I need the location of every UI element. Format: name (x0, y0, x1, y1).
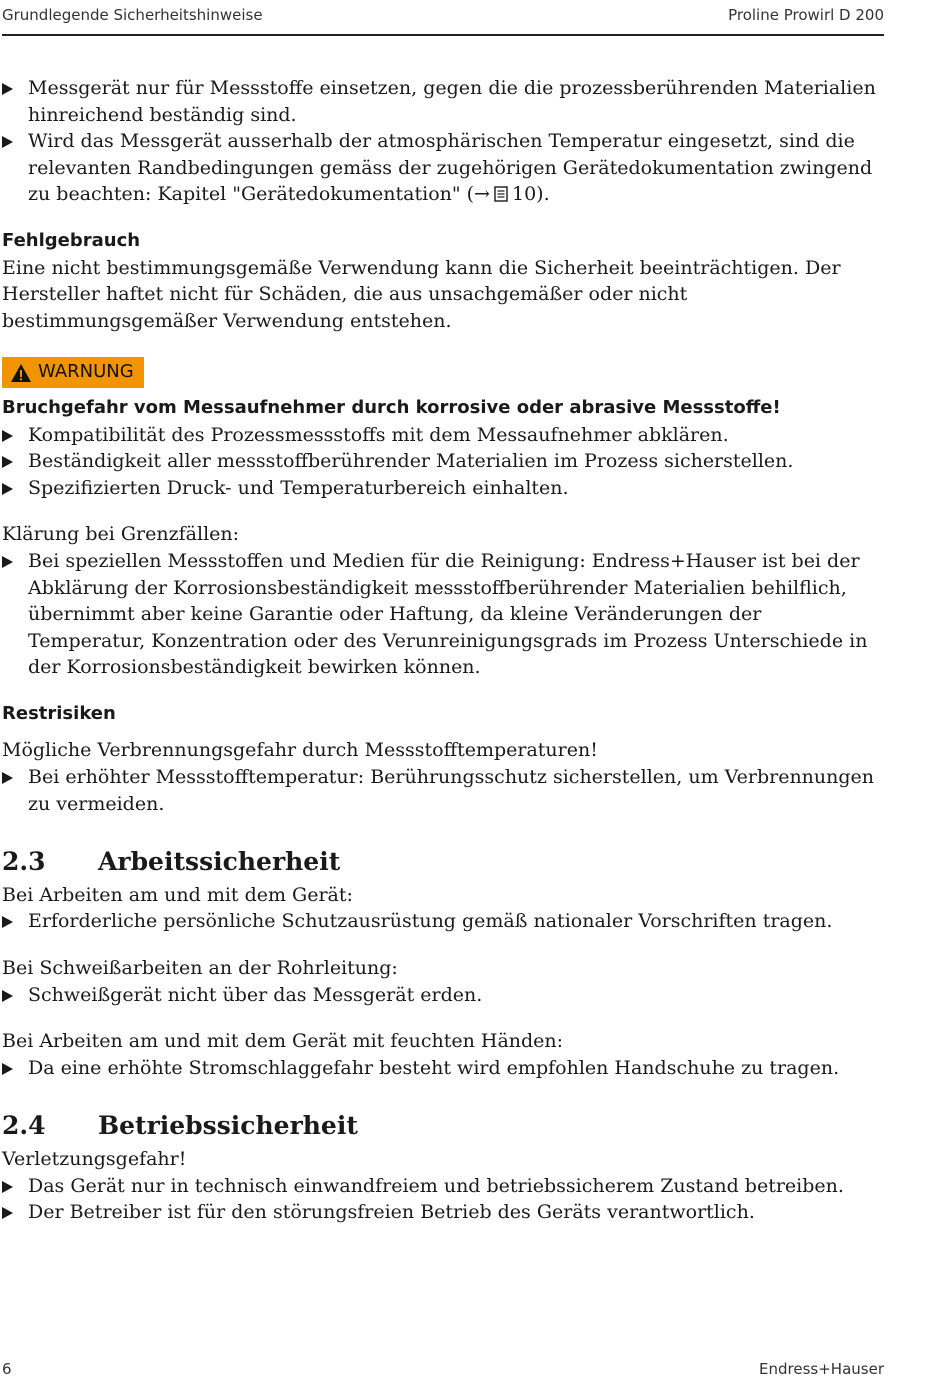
triangle-bullet-icon (2, 456, 13, 468)
warning-title: Bruchgefahr vom Messaufnehmer durch korrosive oder abrasive Messstoffe! (2, 396, 781, 418)
section-title: Betriebssicherheit (98, 1111, 358, 1141)
section-2-4-intro: Verletzungsgefahr! (2, 1148, 187, 1170)
section-2-3-intro: Bei Arbeiten am und mit dem Gerät mit feuchten Händen: (2, 1030, 564, 1053)
list-item: Erforderliche persönliche Schutzausrüstung gemäß nationaler Vorschriften tragen. (2, 908, 884, 935)
section-heading-2-3 (2, 849, 884, 876)
page-number: 6 (2, 1360, 12, 1378)
triangle-bullet-icon (2, 430, 13, 442)
page-footer (2, 1360, 884, 1378)
header-section-title: Grundlegende Sicherheitshinweise (2, 6, 263, 24)
footer-brand: Endress+Hauser (759, 1360, 884, 1378)
header-rule (2, 34, 884, 36)
grenzfaelle-intro: Klärung bei Grenzfällen: (2, 523, 240, 546)
triangle-bullet-icon (2, 556, 13, 568)
list-item: Der Betreiber ist für den störungsfreien Betrieb des Geräts verantwortlich. (2, 1199, 884, 1226)
list-item: Wird das Messgerät ausserhalb der atmosphärischen Temperatur eingesetzt, sind die relevanten Randbedingungen gemäss der zugehörigen Gerätedokumentation zwingend zu beachten: Kapitel "Gerätedokumentation" (→ 10). (2, 128, 884, 208)
intro-bullet-list (2, 75, 884, 208)
triangle-bullet-icon (2, 1207, 13, 1219)
list-item: Bei erhöhter Messstofftemperatur: Berührungsschutz sicherstellen, um Verbrennungen zu vermeiden. (2, 764, 884, 817)
spacer (2, 501, 884, 521)
section-2-3-intro: Bei Arbeiten am und mit dem Gerät: (2, 883, 353, 906)
section-number: 2.4 (2, 1111, 46, 1141)
section-2-3-bullet-list (2, 908, 884, 935)
fehlgebrauch-heading: Fehlgebrauch (2, 229, 141, 251)
section-2-3-bullet-list (2, 982, 884, 1009)
fehlgebrauch-text: Eine nicht bestimmungsgemäße Verwendung kann die Sicherheit beeinträchtigen. Der Hersteller haftet nicht für Schäden, die aus unsachgemäßer oder nicht bestimmungsgemäßer Verwendung entstehen. (2, 256, 841, 332)
page-header (2, 6, 884, 24)
warning-label: WARNUNG (2, 357, 144, 388)
list-item: Da eine erhöhte Stromschlaggefahr besteht wird empfohlen Handschuhe zu tragen. (2, 1055, 884, 1082)
section-2-4-bullet-list (2, 1173, 884, 1226)
section-heading-2-4 (2, 1113, 884, 1140)
reference-link[interactable]: 10). (511, 183, 550, 206)
section-2-3-intro: Bei Schweißarbeiten an der Rohrleitung: (2, 957, 398, 980)
triangle-bullet-icon (2, 83, 13, 95)
header-product-name: Proline Prowirl D 200 (728, 6, 884, 24)
spacer (2, 935, 884, 955)
triangle-bullet-icon (2, 136, 13, 148)
restrisiken-bullet-list (2, 764, 884, 817)
list-item: Beständigkeit aller messstoffberührender Materialien im Prozess sicherstellen. (2, 448, 884, 475)
list-item: Bei speziellen Messstoffen und Medien für die Reinigung: Endress+Hauser ist bei der Abklärung der Korrosionsbeständigkeit messstoffberührender Materialien behilflich, übernimmt aber keine Garantie oder Haftung, da kleine Veränderungen der Temperatur, Konzentration oder des Verunreinigungsgrads im Prozess Unterschiede in der Korrosionsbeständigkeit bewirken können. (2, 548, 884, 681)
warning-triangle-icon (10, 363, 32, 383)
section-number: 2.3 (2, 847, 46, 877)
section-title: Arbeitssicherheit (98, 847, 341, 877)
triangle-bullet-icon (2, 916, 13, 928)
restrisiken-text: Mögliche Verbrennungsgefahr durch Messstofftemperaturen! (2, 739, 598, 762)
restrisiken-heading: Restrisiken (2, 702, 116, 724)
triangle-bullet-icon (2, 483, 13, 495)
triangle-bullet-icon (2, 772, 13, 784)
list-item: Kompatibilität des Prozessmessstoffs mit dem Messaufnehmer abklären. (2, 422, 884, 449)
list-item: Spezifizierten Druck- und Temperaturbereich einhalten. (2, 475, 884, 502)
list-item: Schweißgerät nicht über das Messgerät erden. (2, 982, 884, 1009)
triangle-bullet-icon (2, 990, 13, 1002)
list-item: Das Gerät nur in technisch einwandfreiem und betriebssicherem Zustand betreiben. (2, 1173, 884, 1200)
page-content (2, 75, 884, 1226)
section-2-3-bullet-list (2, 1055, 884, 1082)
list-item: Messgerät nur für Messstoffe einsetzen, gegen die die prozessberührenden Materialien hinreichend beständig sind. (2, 75, 884, 128)
spacer (2, 1008, 884, 1028)
triangle-bullet-icon (2, 1181, 13, 1193)
document-page-icon (494, 186, 508, 202)
grenzfaelle-bullet-list (2, 548, 884, 681)
warning-bullet-list (2, 422, 884, 502)
triangle-bullet-icon (2, 1063, 13, 1075)
